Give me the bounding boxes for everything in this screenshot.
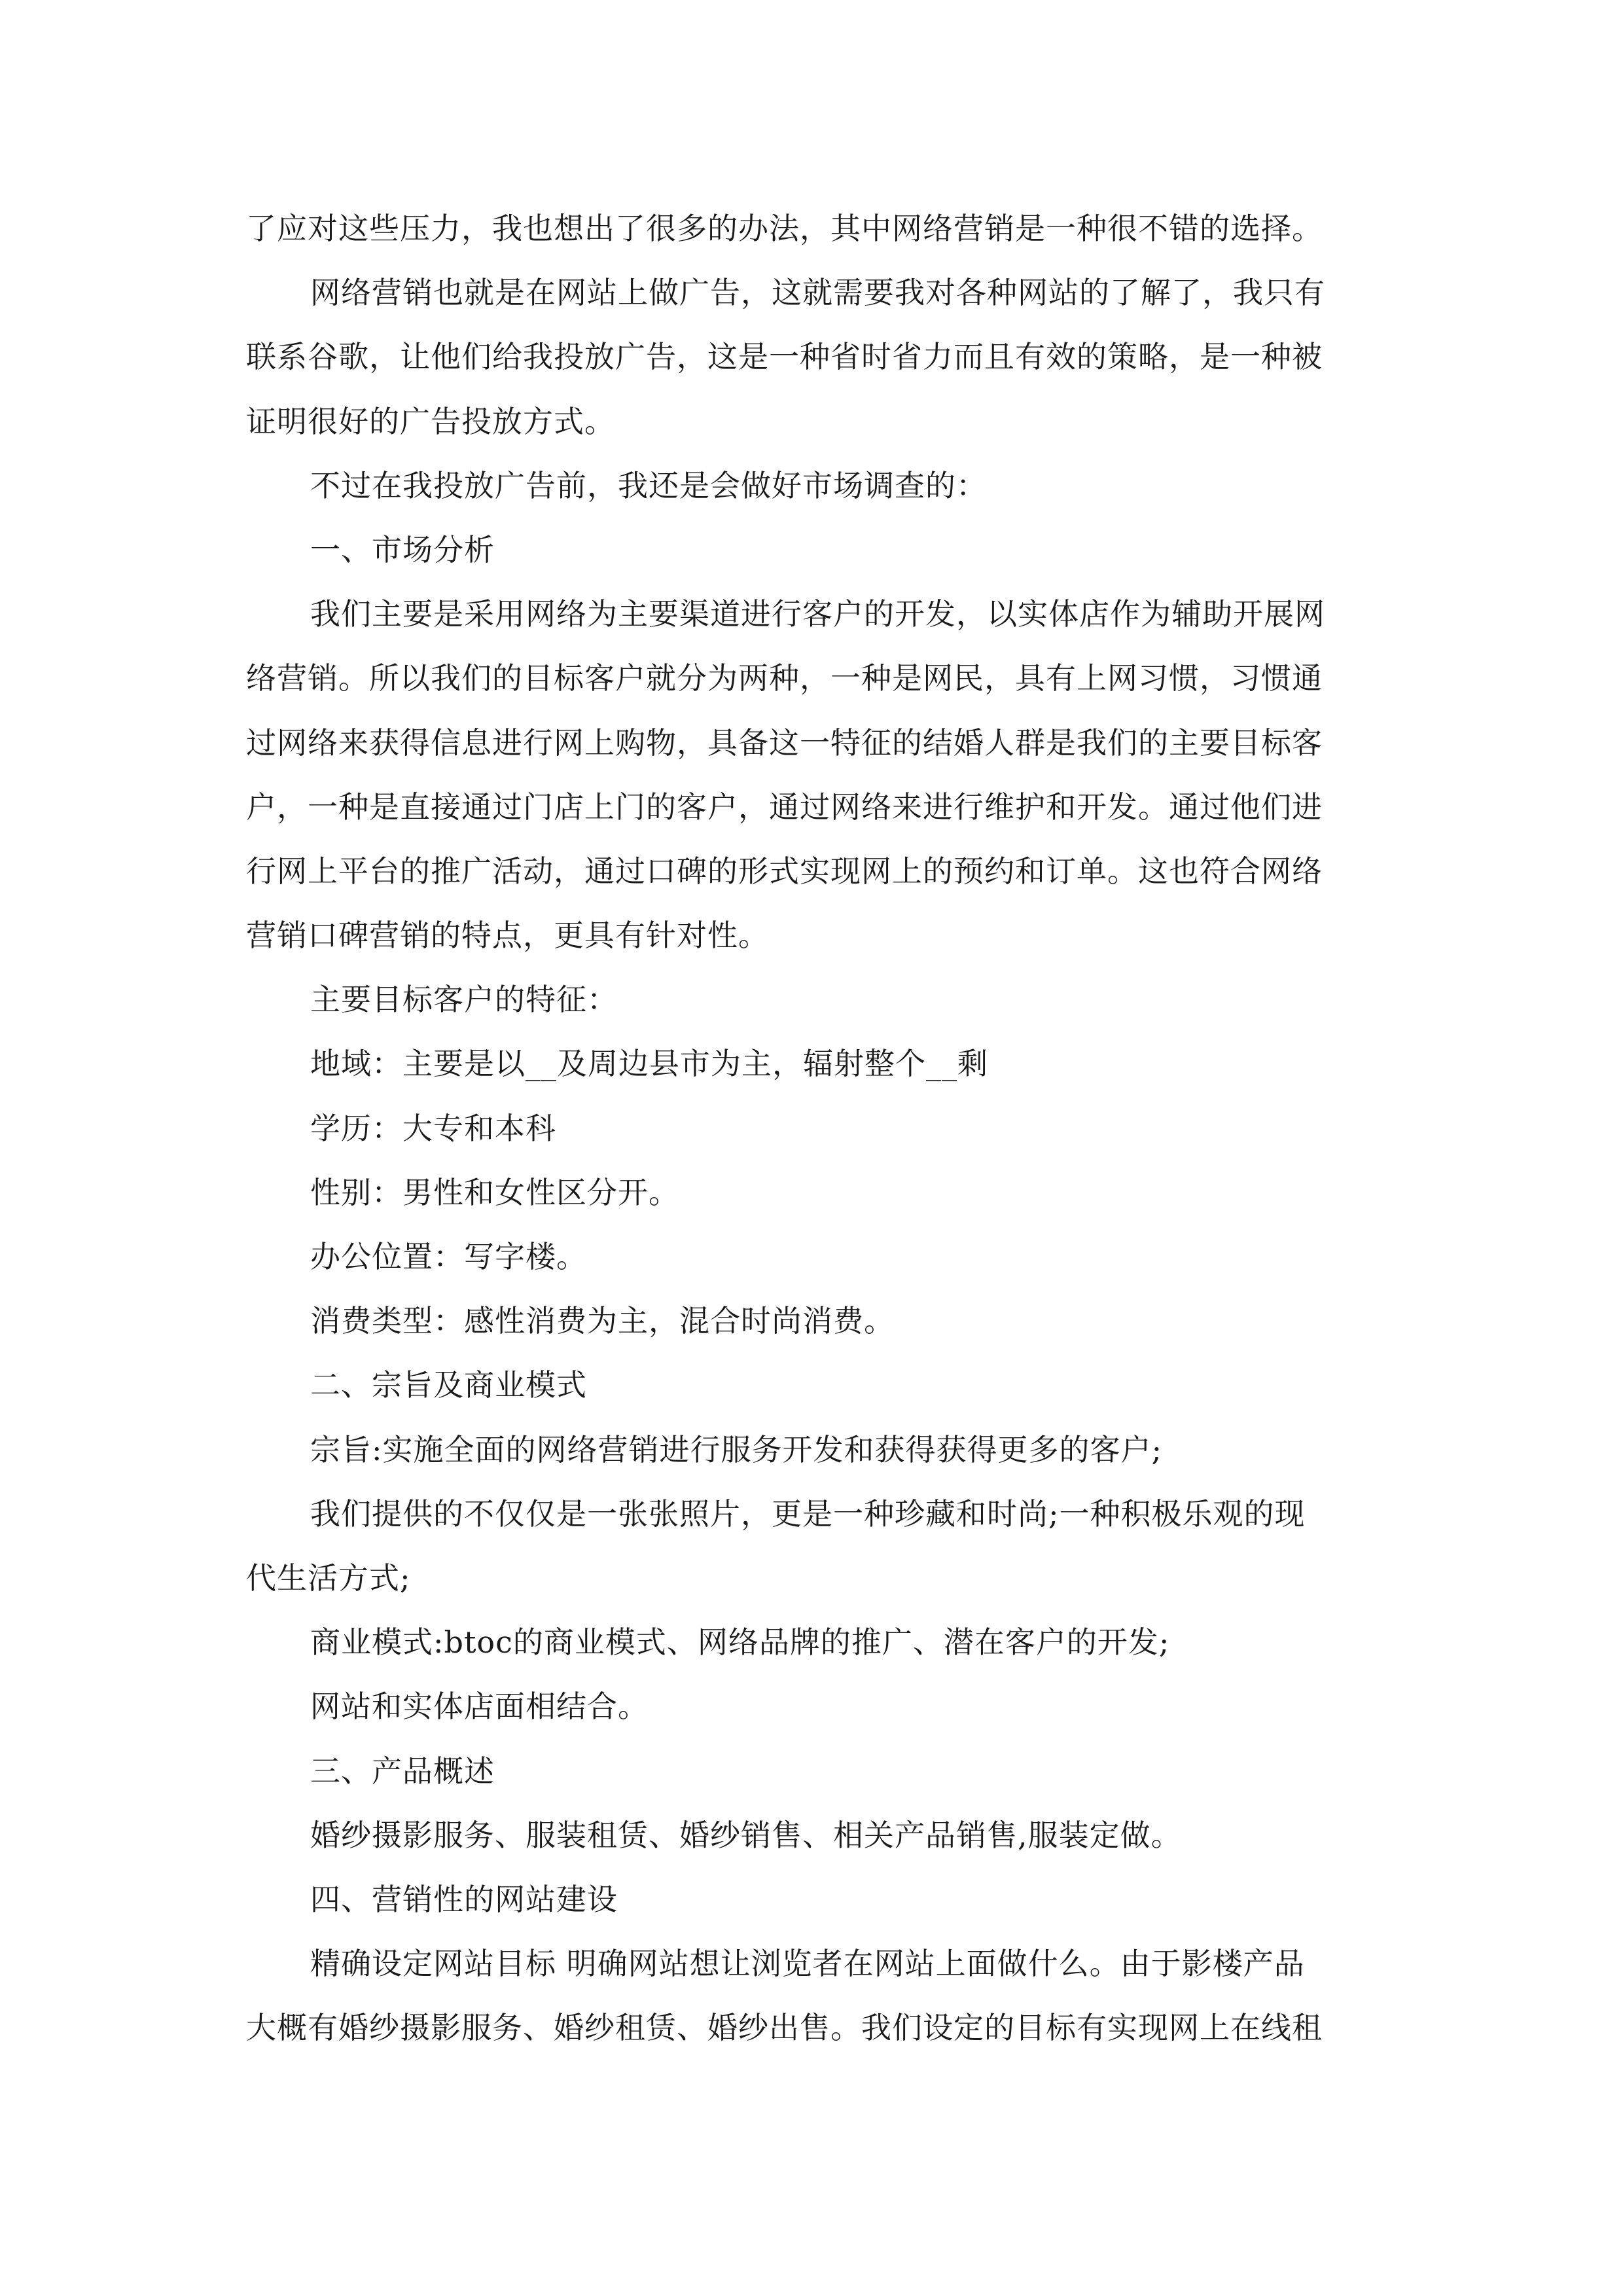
- text-line: 商业模式:btoc的商业模式、网络品牌的推广、潜在客户的开发;: [310, 1624, 1170, 1660]
- text-line: 精确设定网站目标 明确网站想让浏览者在网站上面做什么。由于影楼产品: [310, 1946, 1305, 1982]
- text-line: 行网上平台的推广活动，通过口碑的形式实现网上的预约和订单。这也符合网络: [246, 853, 1323, 889]
- text-line: 络营销。所以我们的目标客户就分为两种，一种是网民，具有上网习惯，习惯通: [246, 660, 1323, 696]
- text-line: 营销口碑营销的特点，更具有针对性。: [246, 918, 769, 954]
- text-line: 户，一种是直接通过门店上门的客户，通过网络来进行维护和开发。通过他们进: [246, 789, 1323, 825]
- text-line: 网络营销也就是在网站上做广告，这就需要我对各种网站的了解了，我只有: [310, 275, 1325, 311]
- body-text: [246, 196, 1385, 2060]
- text-line: 过网络来获得信息进行网上购物，具备这一特征的结婚人群是我们的主要目标客: [246, 725, 1323, 761]
- text-line: 不过在我投放广告前，我还是会做好市场调查的：: [310, 467, 987, 503]
- text-line: 证明很好的广告投放方式。: [246, 403, 615, 439]
- text-line: 我们提供的不仅仅是一张张照片，更是一种珍藏和时尚;一种积极乐观的现: [310, 1496, 1306, 1532]
- text-line: 婚纱摄影服务、服装租赁、婚纱销售、相关产品销售,服装定做。: [310, 1817, 1182, 1853]
- text-line: 联系谷歌，让他们给我投放广告，这是一种省时省力而且有效的策略，是一种被: [246, 339, 1323, 375]
- text-line: 我们主要是采用网络为主要渠道进行客户的开发，以实体店作为辅助开展网: [310, 596, 1325, 632]
- text-line: 四、营销性的网站建设: [310, 1881, 618, 1917]
- text-line: 一、市场分析: [310, 531, 495, 567]
- text-line: 地域：主要是以__及周边县市为主，辐射整个__剩: [310, 1046, 988, 1082]
- text-line: 二、宗旨及商业模式: [310, 1367, 587, 1403]
- text-line: 办公位置：写字楼。: [310, 1239, 587, 1274]
- text-line: 网站和实体店面相结合。: [310, 1689, 649, 1725]
- text-line: 主要目标客户的特征：: [310, 982, 618, 1018]
- text-line: 大概有婚纱摄影服务、婚纱租赁、婚纱出售。我们设定的目标有实现网上在线租: [246, 2010, 1323, 2046]
- text-line: 学历：大专和本科: [310, 1110, 556, 1146]
- text-line: 了应对这些压力，我也想出了很多的办法，其中网络营销是一种很不错的选择。: [246, 211, 1323, 246]
- text-line: 宗旨:实施全面的网络营销进行服务开发和获得获得更多的客户;: [310, 1431, 1162, 1467]
- text-line: 消费类型：感性消费为主，混合时尚消费。: [310, 1303, 895, 1339]
- text-line: 代生活方式;: [246, 1560, 411, 1596]
- text-line: 三、产品概述: [310, 1753, 495, 1789]
- text-line: 性别：男性和女性区分开。: [310, 1174, 679, 1210]
